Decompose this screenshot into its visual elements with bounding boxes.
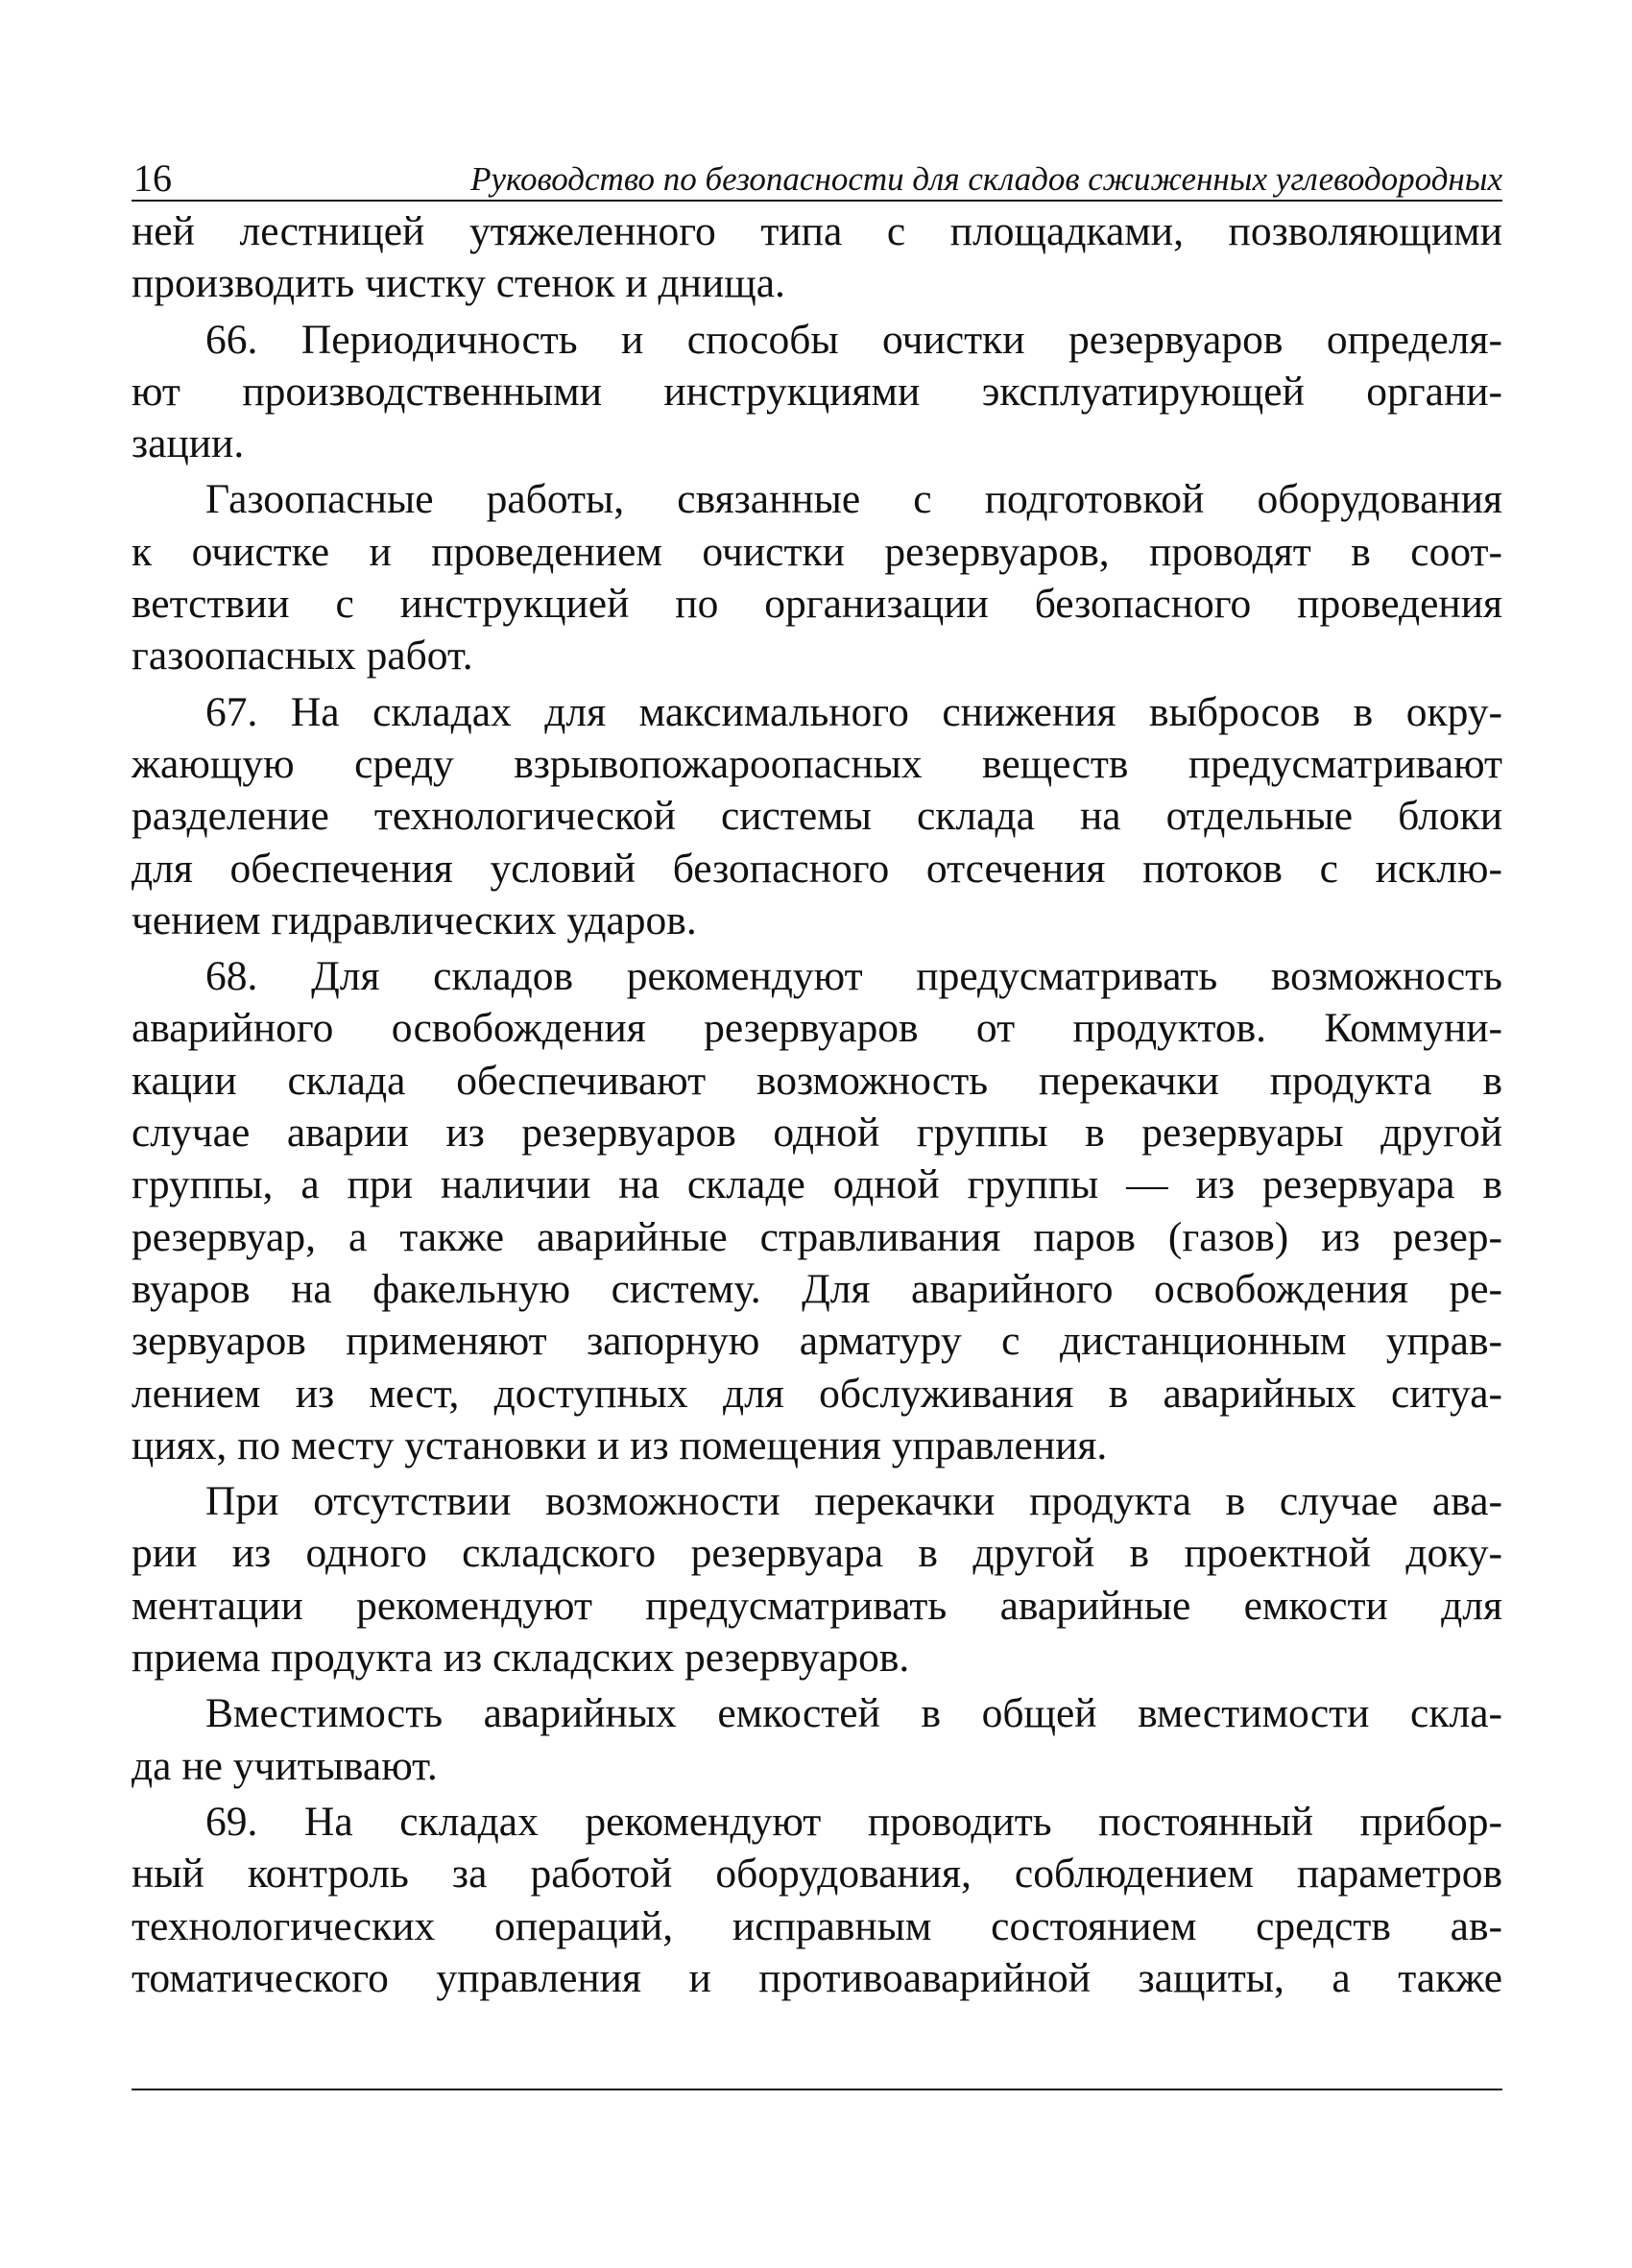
paragraph bbox=[132, 314, 1502, 470]
text-line: Вместимость аварийных емкостей в общей вместимости скла- bbox=[205, 1690, 1502, 1737]
text-line: технологических операций, исправным состоянием средств ав- bbox=[132, 1902, 1502, 1949]
text-line: жающую среду взрывопожароопасных веществ предусматривают bbox=[132, 740, 1502, 787]
text-line: да не учитывают. bbox=[132, 1742, 438, 1789]
paragraph bbox=[132, 1475, 1502, 1683]
text-line: приема продукта из складских резервуаров. bbox=[132, 1635, 910, 1682]
paragraph bbox=[132, 950, 1502, 1471]
running-title: Руководство по безопасности для складов сжиженных углеводородных bbox=[470, 160, 1502, 198]
text-line: ный контроль за работой оборудования, соблюдением параметров bbox=[132, 1850, 1502, 1898]
text-line: томатического управления и противоаварийной защиты, а также bbox=[132, 1954, 1502, 2001]
text-line: аварийного освобождения резервуаров от продуктов. Коммуни- bbox=[132, 1005, 1502, 1052]
text-line: 67. На складах для максимального снижения выбросов в окру- bbox=[205, 688, 1502, 735]
text-line: 69. На складах рекомендуют проводить постоянный прибор- bbox=[205, 1798, 1502, 1845]
text-line: для обеспечения условий безопасного отсечения потоков с исклю- bbox=[132, 845, 1502, 892]
text-line: зации. bbox=[132, 420, 245, 467]
text-line: случае аварии из резервуаров одной группы в резервуары другой bbox=[132, 1110, 1502, 1157]
paragraph bbox=[132, 686, 1502, 946]
paragraph bbox=[132, 1796, 1502, 2004]
paragraph bbox=[132, 473, 1502, 681]
text-line: 66. Периодичность и способы очистки резервуаров определя- bbox=[205, 316, 1502, 363]
document-page bbox=[132, 144, 1502, 2004]
text-line: чением гидравлических ударов. bbox=[132, 896, 697, 943]
text-line: разделение технологической системы склада на отдельные блоки bbox=[132, 793, 1502, 840]
footer-rule bbox=[132, 2089, 1502, 2090]
text-line: рии из одного складского резервуара в другой в проектной доку- bbox=[132, 1530, 1502, 1577]
text-line: вуаров на факельную систему. Для аварийного освобождения ре- bbox=[132, 1265, 1502, 1312]
text-line: газоопасных работ. bbox=[132, 633, 473, 680]
text-line: ней лестницей утяжеленного типа с площадками, позволяющими bbox=[132, 208, 1502, 254]
text-line: ют производственными инструкциями эксплуатирующей органи- bbox=[132, 368, 1502, 415]
body-text bbox=[132, 205, 1502, 2004]
text-line: кации склада обеспечивают возможность перекачки продукта в bbox=[132, 1057, 1502, 1104]
text-line: группы, а при наличии на складе одной группы — из резервуара в bbox=[132, 1161, 1502, 1208]
text-line: производить чистку стенок и днища. bbox=[132, 260, 785, 307]
paragraph bbox=[132, 1687, 1502, 1792]
page-header bbox=[132, 144, 1502, 202]
text-line: 68. Для складов рекомендуют предусматривать возможность bbox=[205, 953, 1502, 1000]
text-line: зервуаров применяют запорную арматуру с дистанционным управ- bbox=[132, 1318, 1502, 1365]
text-line: циях, по месту установки и из помещения управления. bbox=[132, 1421, 1108, 1468]
text-line: ментации рекомендуют предусматривать аварийные емкости для bbox=[132, 1582, 1502, 1629]
text-line: к очистке и проведением очистки резервуаров, проводят в соот- bbox=[132, 528, 1502, 575]
text-line: При отсутствии возможности перекачки продукта в случае ава- bbox=[205, 1478, 1502, 1525]
page-number: 16 bbox=[133, 156, 172, 200]
text-line: Газоопасные работы, связанные с подготовкой оборудования bbox=[205, 476, 1502, 523]
text-line: резервуар, а также аварийные стравливания паров (газов) из резер- bbox=[132, 1213, 1502, 1260]
paragraph bbox=[132, 205, 1502, 310]
text-line: лением из мест, доступных для обслуживания в аварийных ситуа- bbox=[132, 1370, 1502, 1417]
text-line: ветствии с инструкцией по организации безопасного проведения bbox=[132, 581, 1502, 628]
